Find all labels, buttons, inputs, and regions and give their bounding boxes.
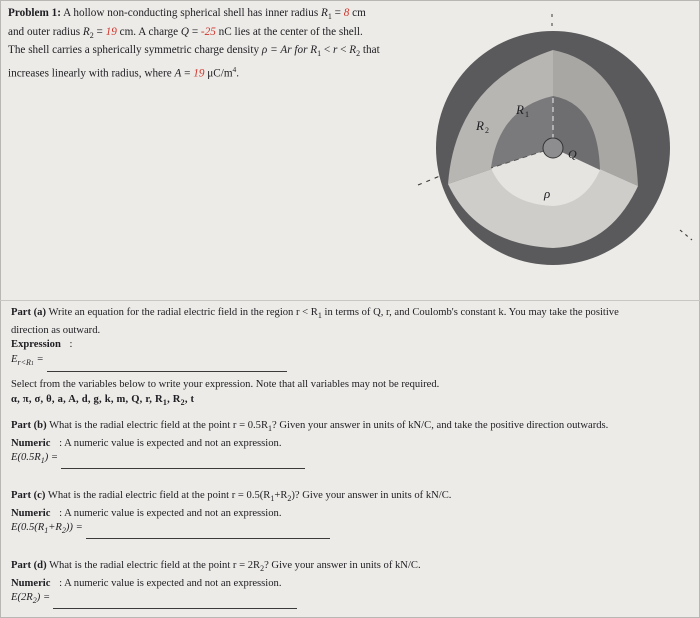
problem-statement: Problem 1: A hollow non-conducting spherical shell has inner radius $R_1 = 8$ cm and outer radius $R_2 = 19$ cm. A charge Q = -25 nC lies at the center of the shell. The shell carries a spherically symmetric charge density ρ = Ar for $R_1 < r < R_2$ that increases linearly with radius, where A = 19 $\mu C/m^4$. — [8, 7, 380, 80]
part-d-text: What is the radial electric field at the point r = 2R — [49, 560, 261, 571]
part-a-text: Write an equation for the radial electric field in the region r < R — [48, 307, 318, 318]
section-divider — [0, 300, 700, 301]
part-b-text: What is the radial electric field at the point r = 0.5R — [49, 420, 269, 431]
label-r1: R — [516, 102, 524, 117]
problem-line3-tail: that — [360, 44, 380, 57]
numeric-input-c[interactable] — [86, 527, 330, 539]
q-unit: nC lies at the center of the shell. — [215, 25, 363, 38]
expression-label: Expression — [11, 339, 61, 351]
numeric-input-d[interactable] — [53, 597, 297, 609]
label-r1-sub: 1 — [525, 110, 529, 119]
field-label-b: $E(0.5R_1)$ = — [11, 452, 59, 466]
part-a-text2: in terms of Q, r, and Coulomb's constant k. You may take the positive — [321, 307, 619, 318]
r2-value: 19 — [105, 25, 117, 38]
r1-symbol: R — [321, 7, 328, 19]
part-a-label: Part (a) — [11, 307, 46, 318]
part-b-text2: ? Given your answer in units of kN/C, and take the positive direction outwards. — [272, 420, 609, 431]
part-c: Part (c) What is the radial electric field at the point $r = 0.5(R_1+R_2)$? Give your answer in units of kN/C. Numeric : A numeric value is expected and not an expression. $E(0.5(R_1+R_2))$ = — [11, 489, 691, 539]
part-d-label: Part (d) — [11, 560, 47, 571]
dashed-guide-right — [680, 230, 692, 240]
numeric-label-b: Numeric — [11, 437, 51, 449]
r1-unit: cm — [349, 7, 366, 19]
problem-line3: The shell carries a spherically symmetric charge density — [8, 44, 262, 57]
field-label-a: $E_{r<R1}$ = — [11, 353, 44, 367]
rho-equation: ρ = Ar for R — [261, 44, 318, 57]
numeric-text-d: : A numeric value is expected and not an expression. — [59, 577, 282, 589]
part-d-text2: ? Give your answer in units of kN/C. — [264, 560, 421, 571]
dashed-guide-left — [418, 176, 440, 185]
shell-diagram — [370, 0, 700, 300]
variable-selector — [11, 378, 691, 410]
expression-input-a[interactable] — [47, 360, 287, 372]
numeric-text-c: : A numeric value is expected and not an expression. — [59, 507, 282, 519]
q-value: -25 — [200, 25, 216, 38]
part-a-text3: direction as outward. — [11, 324, 101, 336]
r1-value: 8 — [343, 7, 350, 19]
part-c-text3: )? Give your answer in units of kN/C. — [291, 490, 452, 501]
label-q: Q — [568, 147, 577, 161]
expression-colon: : — [69, 339, 73, 351]
problem-line1: A hollow non-conducting spherical shell has inner radius — [63, 7, 322, 19]
numeric-input-b[interactable] — [61, 457, 305, 469]
numeric-label-d: Numeric — [11, 577, 51, 589]
field-label-d: $E(2R_2)$ = — [11, 592, 51, 606]
part-c-text2: +R — [274, 490, 288, 501]
part-b-label: Part (b) — [11, 420, 47, 431]
numeric-label-c: Numeric — [11, 507, 51, 519]
part-c-label: Part (c) — [11, 490, 46, 501]
label-r2: R — [476, 118, 484, 133]
problem-line2: and outer radius — [8, 25, 83, 38]
center-charge — [543, 138, 563, 158]
part-b: Part (b) What is the radial electric field at the point $r = 0.5R_1$? Given your answer in units of kN/C, and take the positive direction outwards. Numeric : A numeric value is expected and not an expression. $E(0.5R_1)$ = — [11, 419, 691, 469]
variable-list[interactable]: α, π, σ, θ, a, A, d, g, k, m, Q, r, $R_1$, $R_2$, t — [11, 393, 195, 407]
select-vars-text: Select from the variables below to write your expression. Note that all variables may not be required. — [11, 379, 440, 390]
problem-heading: Problem 1: — [8, 7, 61, 19]
r2-unit: cm. A charge — [116, 25, 181, 38]
a-value: 19 — [193, 67, 205, 80]
problem-line4: increases linearly with radius, where — [8, 67, 175, 80]
field-label-c: $E(0.5(R_1+R_2))$ = — [11, 522, 83, 536]
part-d: Part (d) What is the radial electric field at the point $r = 2R_2$? Give your answer in units of kN/C. Numeric : A numeric value is expected and not an expression. $E(2R_2)$ = — [11, 559, 691, 609]
numeric-text-b: : A numeric value is expected and not an expression. — [59, 437, 282, 449]
part-c-text: What is the radial electric field at the point r = 0.5(R — [47, 490, 271, 501]
a-unit: μC/m — [204, 67, 233, 80]
label-rho: ρ — [544, 186, 551, 201]
label-r2-sub: 2 — [485, 126, 489, 135]
part-a: Part (a) Write an equation for the radial electric field in the region $r < R_1$ in terms of Q, r, and Coulomb's constant k. You may take the positive direction as outward. Expression : $E_{r<R1}$ = — [11, 306, 691, 372]
